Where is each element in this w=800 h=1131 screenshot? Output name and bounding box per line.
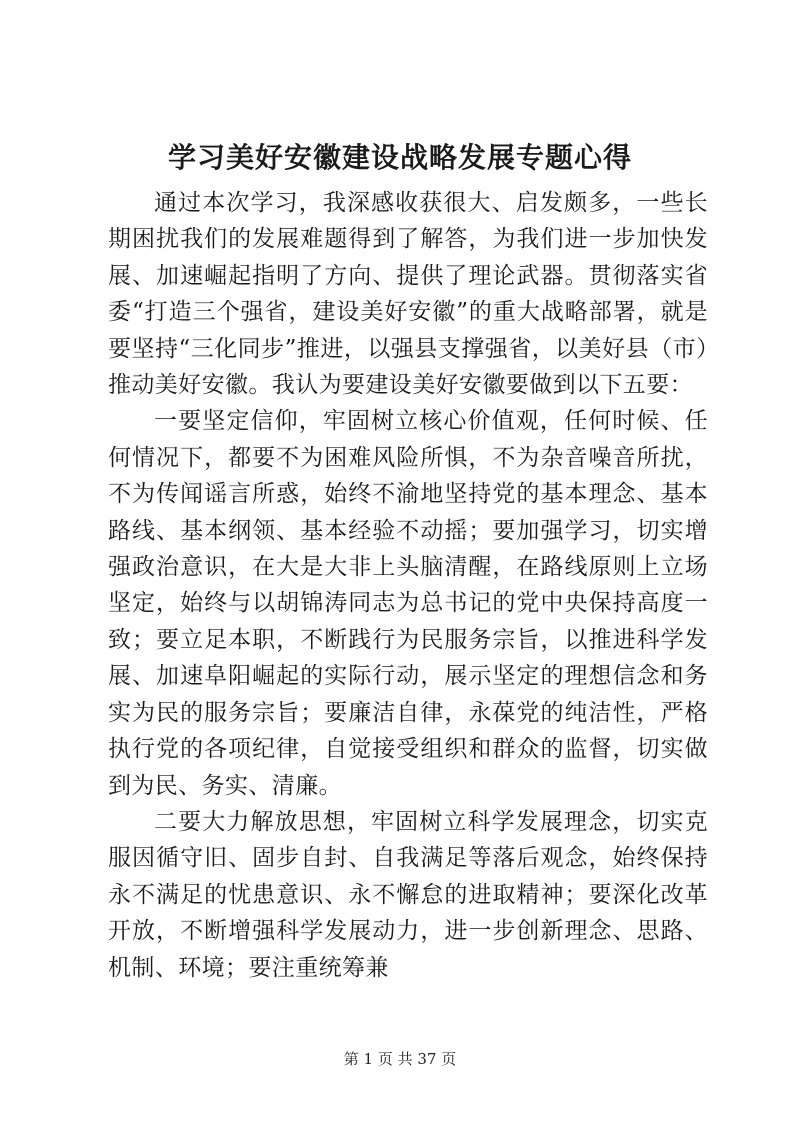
paragraph-second-point: 二要大力解放思想，牢固树立科学发展理念，切实克服因循守旧、固步自封、自我满足等落后观念，始终保持永不满足的忧患意识、永不懈怠的进取精神；要深化改革开放，不断增强科学发展动力，进一步创新理念、思路、机制、环境；要注重统筹兼: [108, 808, 708, 981]
document-body: [108, 185, 708, 986]
paragraph-first-point: 一要坚定信仰，牢固树立核心价值观，任何时候、任何情况下，都要不为困难风险所惧，不为杂音噪音所扰，不为传闻谣言所惑，始终不渝地坚持党的基本理念、基本路线、基本纲领、基本经验不动摇；要加强学习，切实增强政治意识，在大是大非上头脑清醒，在路线原则上立场坚定，始终与以胡锦涛同志为总书记的党中央保持高度一致；要立足本职，不断践行为民服务宗旨，以推进科学发展、加速阜阳崛起的实际行动，展示坚定的理想信念和务实为民的服务宗旨；要廉洁自律，永葆党的纯洁性，严格执行党的各项纪律，自觉接受组织和群众的监督，切实做到为民、务实、清廉。: [108, 408, 708, 799]
document-title: 学习美好安徽建设战略发展专题心得: [167, 141, 632, 174]
paragraph-intro: 通过本次学习，我深感收获很大、启发颇多，一些长期困扰我们的发展难题得到了解答，为我们进一步加快发展、加速崛起指明了方向、提供了理论武器。贯彻落实省委“打造三个强省，建设美好安徽”的重大战略部署，就是要坚持“三化同步”推进，以强县支撑强省，以美好县（市）推动美好安徽。我认为要建设美好安徽要做到以下五要：: [108, 190, 708, 399]
page-footer: 第 1 页 共 37 页: [343, 1050, 457, 1068]
